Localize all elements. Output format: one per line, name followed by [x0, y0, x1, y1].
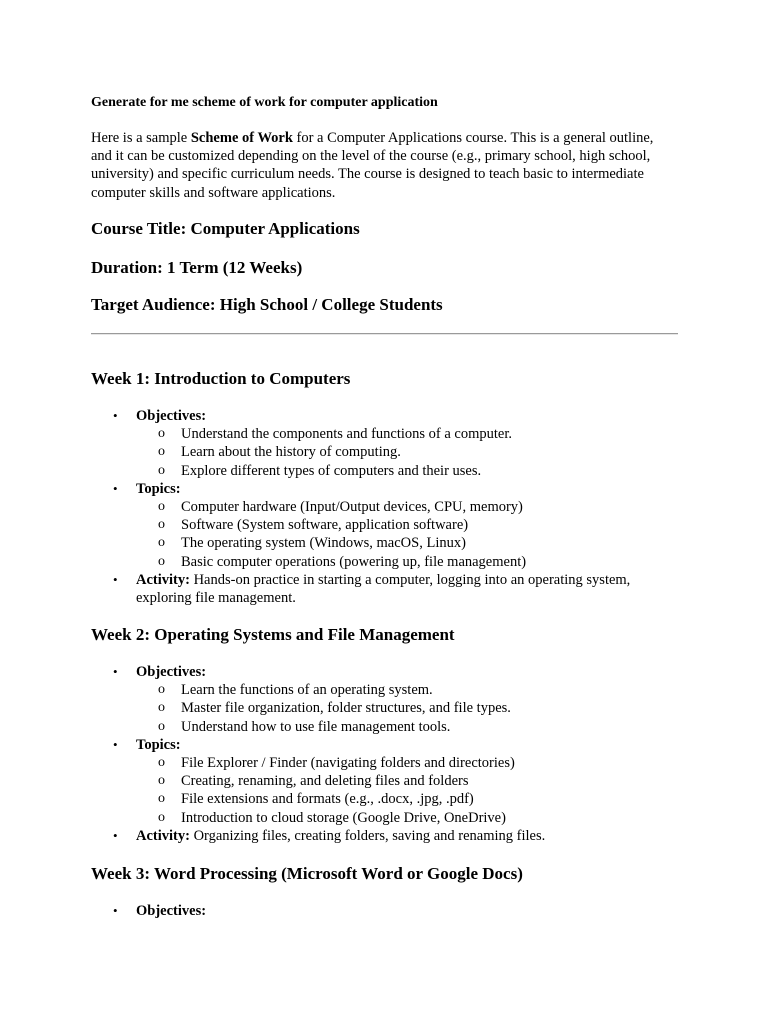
bullet-icon: •	[113, 664, 118, 679]
objective-text: Learn the functions of an operating system.	[181, 682, 433, 699]
sub-bullet-icon: o	[158, 773, 165, 789]
list-item	[91, 681, 691, 699]
sub-bullet-icon: o	[158, 444, 165, 460]
list-item	[91, 534, 691, 552]
week-3-heading: Week 3: Word Processing (Microsoft Word or Google Docs)	[91, 864, 523, 883]
intro-paragraph	[91, 129, 681, 202]
objective-text: Explore different types of computers and their uses.	[181, 462, 482, 479]
sub-bullet-icon: o	[158, 426, 165, 442]
list-item	[91, 480, 691, 498]
objective-text: Understand how to use file management tools.	[181, 718, 451, 735]
list-item	[91, 425, 691, 443]
sub-bullet-icon: o	[158, 462, 165, 478]
sub-bullet-icon: o	[158, 535, 165, 551]
objective-text: Master file organization, folder structures, and file types.	[181, 700, 511, 717]
week-2-list	[91, 663, 691, 845]
intro-bold-term: Scheme of Work	[190, 130, 293, 146]
list-item	[91, 772, 691, 790]
bullet-icon: •	[113, 480, 118, 496]
list-item	[91, 498, 691, 516]
list-item	[91, 663, 691, 681]
intro-line-3: university) and specific curriculum needs. The course is designed to teach basic to intermediate	[91, 166, 644, 183]
topic-text: File Explorer / Finder (navigating folders and directories)	[181, 755, 515, 772]
topic-text: Computer hardware (Input/Output devices, CPU, memory)	[181, 499, 523, 516]
list-item	[91, 516, 691, 534]
objectives-label: Objectives:	[136, 664, 207, 680]
topic-text: Introduction to cloud storage (Google Drive, OneDrive)	[181, 809, 506, 826]
bullet-icon: •	[113, 827, 118, 843]
list-item	[91, 699, 691, 717]
week-3-list	[91, 902, 691, 920]
list-item	[91, 571, 691, 607]
sub-bullet-icon: o	[158, 553, 165, 569]
sub-bullet-icon: o	[158, 499, 165, 515]
list-item	[91, 902, 691, 920]
sub-bullet-icon: o	[158, 682, 165, 698]
objective-text: Learn about the history of computing.	[181, 444, 401, 461]
intro-line-2: and it can be customized depending on the level of the course (e.g., primary school, high school,	[91, 148, 651, 165]
objective-text: Understand the components and functions of a computer.	[181, 426, 513, 443]
topics-label: Topics:	[136, 480, 181, 497]
list-item	[91, 407, 691, 425]
horizontal-rule	[91, 333, 678, 335]
week-1-heading: Week 1: Introduction to Computers	[91, 369, 351, 388]
target-audience: Target Audience: High School / College Students	[91, 295, 443, 314]
intro-line-1	[91, 129, 681, 147]
sub-bullet-icon: o	[158, 718, 165, 734]
topic-text: Basic computer operations (powering up, file management)	[181, 553, 527, 570]
sub-bullet-icon: o	[158, 517, 165, 533]
list-item	[91, 462, 691, 480]
intro-text: Here is a sample	[91, 130, 191, 146]
topic-text: Software (System software, application software)	[181, 517, 469, 534]
intro-line-4: computer skills and software applications.	[91, 184, 336, 201]
list-item	[91, 754, 691, 772]
topic-text: File extensions and formats (e.g., .docx, .jpg, .pdf)	[181, 791, 474, 808]
activity-text-continued: exploring file management.	[136, 590, 296, 607]
activity-label: Activity:	[136, 571, 190, 588]
list-item	[91, 809, 691, 827]
sub-bullet-icon: o	[158, 809, 165, 825]
duration: Duration: 1 Term (12 Weeks)	[91, 258, 303, 277]
objectives-label: Objectives:	[136, 408, 207, 424]
objectives-label: Objectives:	[136, 903, 207, 919]
bullet-icon: •	[113, 571, 118, 587]
bullet-icon: •	[113, 408, 118, 423]
prompt-heading: Generate for me scheme of work for computer application	[91, 95, 438, 110]
week-1-list	[91, 407, 691, 607]
topic-text: Creating, renaming, and deleting files and folders	[181, 773, 469, 790]
sub-bullet-icon: o	[158, 755, 165, 771]
list-item	[91, 553, 691, 571]
sub-bullet-icon: o	[158, 791, 165, 807]
course-title: Course Title: Computer Applications	[91, 219, 360, 238]
activity-label: Activity:	[136, 827, 190, 844]
activity-text: Hands-on practice in starting a computer, logging into an operating system,	[189, 571, 631, 588]
list-item	[91, 443, 691, 461]
sub-bullet-icon: o	[158, 700, 165, 716]
list-item	[91, 736, 691, 754]
topics-label: Topics:	[136, 736, 181, 753]
bullet-icon: •	[113, 903, 118, 918]
bullet-icon: •	[113, 736, 118, 752]
list-item	[91, 718, 691, 736]
topic-text: The operating system (Windows, macOS, Linux)	[181, 535, 466, 552]
intro-text: for a Computer Applications course. This is a general outline,	[292, 130, 654, 146]
week-2-heading: Week 2: Operating Systems and File Management	[91, 625, 455, 644]
list-item	[91, 827, 691, 845]
list-item	[91, 790, 691, 808]
activity-text: Organizing files, creating folders, saving and renaming files.	[189, 827, 546, 844]
